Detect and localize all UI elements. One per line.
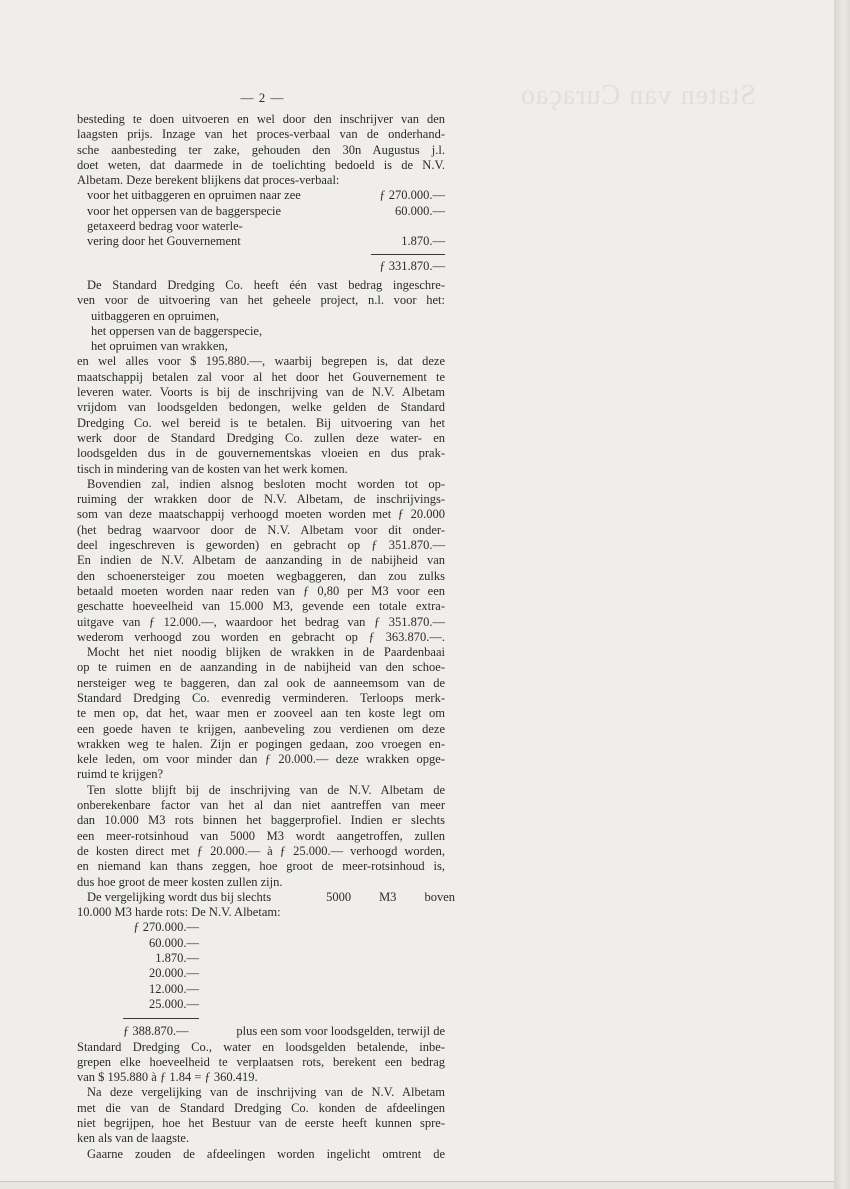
list-item: het oppersen van de baggerspecie, <box>91 323 263 338</box>
sum-rule <box>123 1018 199 1019</box>
sum-rule <box>371 254 445 255</box>
calc-amount: 20.000.— <box>149 966 199 981</box>
text-line: wederom verhoogd zou worden en gebracht op ƒ 363.870.—. <box>77 629 445 644</box>
calc-label: voor het oppersen van de baggerspecie <box>87 203 282 218</box>
text-line: op te ruimen en de aanzanding in de nabijheid van den schoe- <box>77 660 445 675</box>
text-line: dus hoe groot de meer kosten zullen zijn. <box>77 874 283 889</box>
text-line: niet begrijpen, hoe het Bestuur van de eerste heeft kunnen spre- <box>77 1116 445 1130</box>
paragraph-2 <box>77 278 445 477</box>
text-line: te men op, dat het, waar men er zooveel aan ten koste legt om <box>77 706 445 721</box>
text-line: de kosten direct met ƒ 20.000.— à ƒ 25.000.— verhoogd worden, <box>77 843 445 858</box>
text-line: den schoenersteiger zou moeten wegbaggeren, dan zou zulks <box>77 568 445 583</box>
text-line: leveren water. Voorts is bij de inschrijving van de N.V. Albetam <box>77 385 445 400</box>
text-line: en wel alles voor $ 195.880.—, waarbij begrepen is, dat deze <box>77 354 445 369</box>
paragraph-1 <box>77 112 445 188</box>
text-line: Albetam. Deze berekent blijkens dat proces-verbaal: <box>77 173 340 188</box>
bleed-through-text: Staten van Curaçao <box>520 80 756 111</box>
calc-amount: ƒ 270.000.— <box>379 188 445 203</box>
calc-label: voor het uitbaggeren en opruimen naar zee <box>87 188 301 203</box>
text-line: (het bedrag waarvoor door de N.V. Albetam voor dit onder- <box>77 522 445 537</box>
text-line: Bovendien zal, indien alsnog besloten mocht worden tot op- <box>87 476 445 491</box>
text-line: en niemand kan thans zeggen, hoe groot de meer-rotsinhoud is, <box>77 859 445 874</box>
text-line: sche aanbesteding ter zake, gehouden den 30n Augustus j.l. <box>77 142 445 157</box>
calc-amount: 1.870.— <box>155 951 199 966</box>
calc-total: ƒ 331.870.— <box>379 258 445 273</box>
text-line: En indien de N.V. Albetam de aanzanding in de nabijheid van <box>77 553 445 568</box>
text-fragment: M3 <box>379 889 397 904</box>
text-line <box>77 890 455 905</box>
text-line: Ten slotte blijft bij de inschrijving van de N.V. Albetam de <box>87 782 445 797</box>
text-line: deel ingeschreven is geworden) en gebracht op ƒ 351.870.— <box>77 538 445 553</box>
text-line: een goede haven te krijgen, aanbeveling zou verdienen om deze <box>77 721 445 736</box>
text-line: doet weten, dat daarmede in de toelichting bedoeld is de N.V. <box>77 157 445 172</box>
text-line: ven voor de uitvoering van het geheele project, n.l. voor het: <box>77 293 445 308</box>
text-line: 10.000 M3 harde rots: De N.V. Albetam: <box>77 905 281 920</box>
text-line: van $ 195.880 à ƒ 1.84 = ƒ 360.419. <box>77 1070 258 1085</box>
calc-label: vering door het Gouvernement <box>87 234 241 249</box>
calc-row <box>87 234 445 249</box>
text-line: uitgave van ƒ 12.000.—, waardoor het bedrag van ƒ 351.870.— <box>77 614 445 629</box>
paragraph-7 <box>77 1040 445 1086</box>
text-line: Gaarne zouden de afdeelingen worden ingelicht omtrent de <box>87 1146 445 1161</box>
text-line: Dredging Co. wel bereid is te betalen. Bij uitvoering van het <box>77 415 445 430</box>
text-line: ruimd te krijgen? <box>77 767 164 782</box>
text-line: geschatte hoeveelheid van 15.000 M3, gevende een totale extra- <box>77 599 445 614</box>
text-line: een meer-rotsinhoud van 5000 M3 wordt aangetroffen, zullen <box>77 828 445 843</box>
text-line: ken als van de laagste. <box>77 1131 190 1146</box>
calc-amount: 60.000.— <box>149 935 199 950</box>
text-line: maatschappij betalen zal voor al het door het Gouvernement te <box>77 369 445 384</box>
text-line: Standard Dredging Co. evenredig verminderen. Terloops merk- <box>77 690 445 705</box>
text-line: werk door de Standard Dredging Co. zullen deze water- en <box>77 430 445 445</box>
calc-amount: 1.870.— <box>401 234 445 249</box>
calc-amount: 12.000.— <box>149 981 199 996</box>
text-line: met die van de Standard Dredging Co. konden de afdeelingen <box>77 1100 445 1115</box>
text-line: Standard Dredging Co., water en loodsgelden betalende, inbe- <box>77 1039 445 1054</box>
text-fragment: De vergelijking wordt dus bij slechts <box>87 889 272 904</box>
page-edge <box>834 0 850 1189</box>
text-line: besteding te doen uitvoeren en wel door den inschrijver van den <box>77 112 445 126</box>
calc-label: getaxeerd bedrag voor waterle- <box>87 219 243 234</box>
text-line: Na deze vergelijking van de inschrijving van de N.V. Albetam <box>87 1085 445 1100</box>
list-item: uitbaggeren en opruimen, <box>91 308 220 323</box>
calc-amount: 60.000.— <box>395 203 445 218</box>
text-line: vrijdom van loodsgelden bedongen, welke gelden de Standard <box>77 400 445 415</box>
text-line: grepen elke hoeveelheid te verplaatsen rots, berekent een bedrag <box>77 1054 445 1069</box>
paragraph-9 <box>77 1147 445 1162</box>
comparison-total-line <box>77 1024 445 1039</box>
text-fragment: boven <box>424 889 455 904</box>
text-fragment: 5000 <box>326 889 352 904</box>
calc-row <box>87 188 445 203</box>
text-line: loodsgelden dus in de gouvernementskas vloeien en dus prak- <box>77 446 445 461</box>
calc-total-row <box>87 259 445 274</box>
text-line: tisch in mindering van de kosten van het werk komen. <box>77 461 348 476</box>
calc-amount: ƒ 270.000.— <box>133 920 199 935</box>
text-line: De Standard Dredging Co. heeft één vast bedrag ingeschre- <box>87 277 445 292</box>
paragraph-4 <box>77 645 445 783</box>
text-line: onberekenbare factor van het al dan niet aantreffen van meer <box>77 798 445 813</box>
list-item: het opruimen van wrakken, <box>91 339 228 354</box>
body-text <box>77 112 455 1162</box>
calc-row <box>87 219 445 234</box>
text-line: nersteiger weg te baggeren, dan zal ook de aanneemsom van de <box>77 675 445 690</box>
text-line: wrakken weg te halen. Zijn er pogingen gedaan, zoo vroegen en- <box>77 736 445 751</box>
albetam-calculation <box>77 188 445 273</box>
text-line: ruiming der wrakken door de N.V. Albetam, de inschrijvings- <box>77 492 445 507</box>
text-line: dan 10.000 M3 rots binnen het baggerprofiel. Indien er slechts <box>77 813 445 828</box>
calc-total: ƒ 388.870.— <box>123 1024 189 1039</box>
paragraph-8 <box>77 1085 445 1146</box>
comparison-calculation <box>77 920 445 1019</box>
text-fragment: plus een som voor loodsgelden, terwijl de <box>236 1024 445 1039</box>
text-line: betaald moeten worden naar reden van ƒ 0,80 per M3 voor een <box>77 583 445 598</box>
calc-row <box>87 204 445 219</box>
paragraph-5 <box>77 783 445 890</box>
text-line: laagsten prijs. Inzage van het proces-verbaal van de onderhand- <box>77 127 445 142</box>
paragraph-6 <box>77 889 455 921</box>
calc-amount: 25.000.— <box>149 996 199 1011</box>
text-line: som van deze maatschappij verhoogd moeten worden met ƒ 20.000 <box>77 507 445 522</box>
paragraph-3 <box>77 477 445 645</box>
page-number: — 2 — <box>240 90 285 105</box>
text-line: Mocht het niet noodig blijken de wrakken in de Paardenbaai <box>87 645 445 660</box>
text-line: kele leden, om voor minder dan ƒ 20.000.— deze wrakken opge- <box>77 752 445 767</box>
